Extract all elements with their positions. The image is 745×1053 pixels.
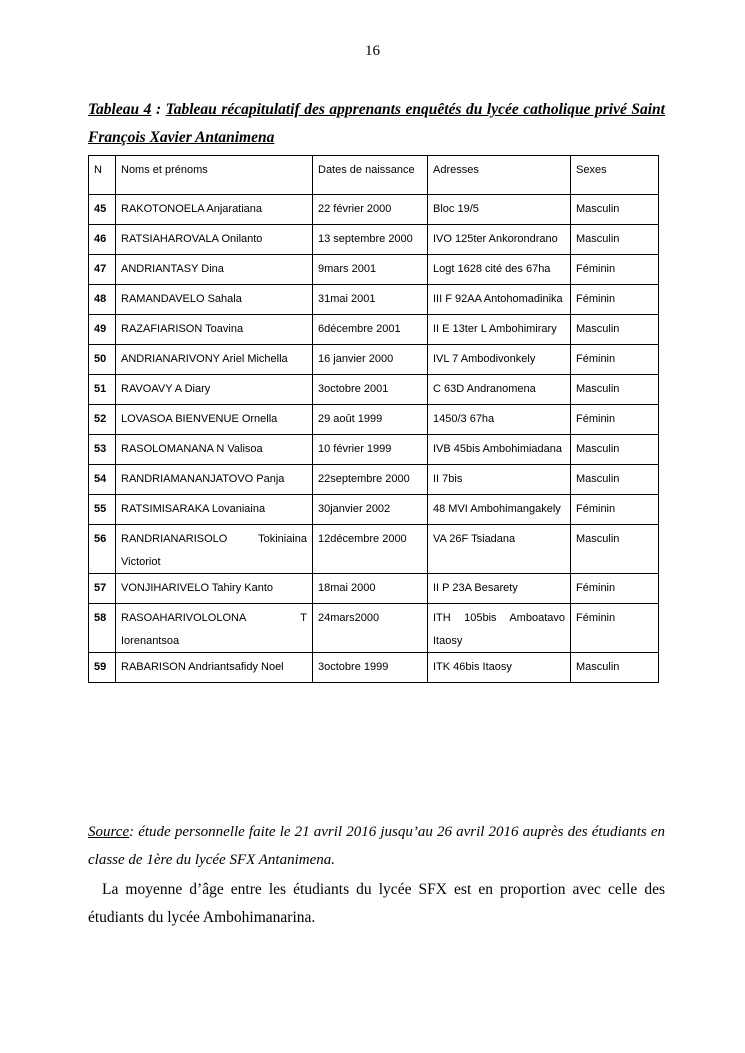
table-row (89, 195, 659, 225)
table-header-row (89, 156, 659, 195)
table-row (89, 375, 659, 405)
cell-nom: RAZAFIARISON Toavina (116, 315, 313, 345)
table-row (89, 345, 659, 375)
cell-sexe: Féminin (571, 345, 659, 375)
cell-n: 54 (89, 465, 116, 495)
table-row (89, 574, 659, 604)
cell-nom: ANDRIANARIVONY Ariel Michella (116, 345, 313, 375)
cell-adresse: IVL 7 Ambodivonkely (428, 345, 571, 375)
cell-nom: RABARISON Andriantsafidy Noel (116, 653, 313, 683)
cell-nom: RATSIAHAROVALA Onilanto (116, 225, 313, 255)
cell-sexe: Masculin (571, 195, 659, 225)
cell-sexe: Masculin (571, 315, 659, 345)
cell-n: 59 (89, 653, 116, 683)
cell-n: 56 (89, 525, 116, 574)
header-n: N (89, 156, 116, 195)
cell-date: 30janvier 2002 (313, 495, 428, 525)
cell-date: 22 février 2000 (313, 195, 428, 225)
cell-sexe: Masculin (571, 465, 659, 495)
cell-date: 10 février 1999 (313, 435, 428, 465)
cell-sexe: Masculin (571, 435, 659, 465)
cell-adresse: III F 92AA Antohomadinika (428, 285, 571, 315)
cell-date: 29 août 1999 (313, 405, 428, 435)
cell-n: 50 (89, 345, 116, 375)
caption-label: Tableau 4 (88, 101, 152, 118)
cell-sexe: Masculin (571, 653, 659, 683)
cell-nom: RANDRIANARISOLO Tokiniaina Victoriot (116, 525, 313, 574)
caption-title: Tableau récapitulatif des apprenants enquêtés du lycée catholique privé Saint François Xavier Antanimena (88, 101, 665, 146)
cell-sexe: Masculin (571, 375, 659, 405)
cell-date: 24mars2000 (313, 604, 428, 653)
cell-date: 16 janvier 2000 (313, 345, 428, 375)
cell-date: 9mars 2001 (313, 255, 428, 285)
cell-adresse: II P 23A Besarety (428, 574, 571, 604)
cell-n: 58 (89, 604, 116, 653)
cell-sexe: Féminin (571, 574, 659, 604)
cell-adresse: VA 26F Tsiadana (428, 525, 571, 574)
cell-adresse: ITK 46bis Itaosy (428, 653, 571, 683)
cell-nom: RANDRIAMANANJATOVO Panja (116, 465, 313, 495)
cell-adresse: C 63D Andranomena (428, 375, 571, 405)
cell-n: 55 (89, 495, 116, 525)
cell-date: 12décembre 2000 (313, 525, 428, 574)
cell-nom: RASOAHARIVOLOLONA T Iorenantsoa (116, 604, 313, 653)
cell-n: 49 (89, 315, 116, 345)
cell-adresse: II 7bis (428, 465, 571, 495)
cell-sexe: Féminin (571, 255, 659, 285)
cell-nom: LOVASOA BIENVENUE Ornella (116, 405, 313, 435)
source-text: : étude personnelle faite le 21 avril 2016 jusqu’au 26 avril 2016 auprès des étudiants en classe de 1ère du lycée SFX Antanimena. (88, 824, 665, 868)
header-noms: Noms et prénoms (116, 156, 313, 195)
body-paragraph: La moyenne d’âge entre les étudiants du lycée SFX est en proportion avec celle des étudiants du lycée Ambohimanarina. (88, 881, 665, 926)
cell-n: 46 (89, 225, 116, 255)
table-row (89, 225, 659, 255)
cell-adresse: IVB 45bis Ambohimiadana (428, 435, 571, 465)
cell-nom: VONJIHARIVELO Tahiry Kanto (116, 574, 313, 604)
cell-nom: ANDRIANTASY Dina (116, 255, 313, 285)
cell-nom: RAMANDAVELO Sahala (116, 285, 313, 315)
cell-date: 6décembre 2001 (313, 315, 428, 345)
table-row (89, 525, 659, 574)
cell-adresse: 1450/3 67ha (428, 405, 571, 435)
cell-date: 31mai 2001 (313, 285, 428, 315)
cell-adresse: Logt 1628 cité des 67ha (428, 255, 571, 285)
students-table (88, 155, 659, 683)
cell-nom: RATSIMISARAKA Lovaniaina (116, 495, 313, 525)
table-row (89, 653, 659, 683)
cell-nom: RAVOAVY A Diary (116, 375, 313, 405)
cell-adresse: Bloc 19/5 (428, 195, 571, 225)
cell-n: 53 (89, 435, 116, 465)
cell-n: 57 (89, 574, 116, 604)
cell-nom: RASOLOMANANA N Valisoa (116, 435, 313, 465)
cell-sexe: Féminin (571, 405, 659, 435)
cell-date: 13 septembre 2000 (313, 225, 428, 255)
cell-date: 22septembre 2000 (313, 465, 428, 495)
cell-date: 18mai 2000 (313, 574, 428, 604)
cell-n: 51 (89, 375, 116, 405)
cell-sexe: Féminin (571, 495, 659, 525)
table-row (89, 435, 659, 465)
cell-nom: RAKOTONOELA Anjaratiana (116, 195, 313, 225)
table-caption (88, 96, 665, 152)
cell-adresse: IVO 125ter Ankorondrano (428, 225, 571, 255)
cell-n: 47 (89, 255, 116, 285)
cell-adresse: II E 13ter L Ambohimirary (428, 315, 571, 345)
cell-sexe: Féminin (571, 604, 659, 653)
table-row (89, 285, 659, 315)
table-row (89, 465, 659, 495)
source-label: Source (88, 824, 130, 840)
header-adresses: Adresses (428, 156, 571, 195)
cell-n: 45 (89, 195, 116, 225)
cell-adresse: ITH 105bis Amboatavo Itaosy (428, 604, 571, 653)
cell-sexe: Masculin (571, 225, 659, 255)
cell-date: 3octobre 1999 (313, 653, 428, 683)
table-row (89, 255, 659, 285)
cell-date: 3octobre 2001 (313, 375, 428, 405)
cell-adresse: 48 MVI Ambohimangakely (428, 495, 571, 525)
table-row (89, 604, 659, 653)
table-row (89, 315, 659, 345)
table-row (89, 495, 659, 525)
source-note (88, 818, 665, 874)
header-sexes: Sexes (571, 156, 659, 195)
caption-separator: : (151, 101, 166, 118)
table-row (89, 405, 659, 435)
cell-n: 48 (89, 285, 116, 315)
cell-sexe: Féminin (571, 285, 659, 315)
cell-n: 52 (89, 405, 116, 435)
header-dates: Dates de naissance (313, 156, 428, 195)
cell-sexe: Masculin (571, 525, 659, 574)
page-number: 16 (365, 43, 380, 59)
